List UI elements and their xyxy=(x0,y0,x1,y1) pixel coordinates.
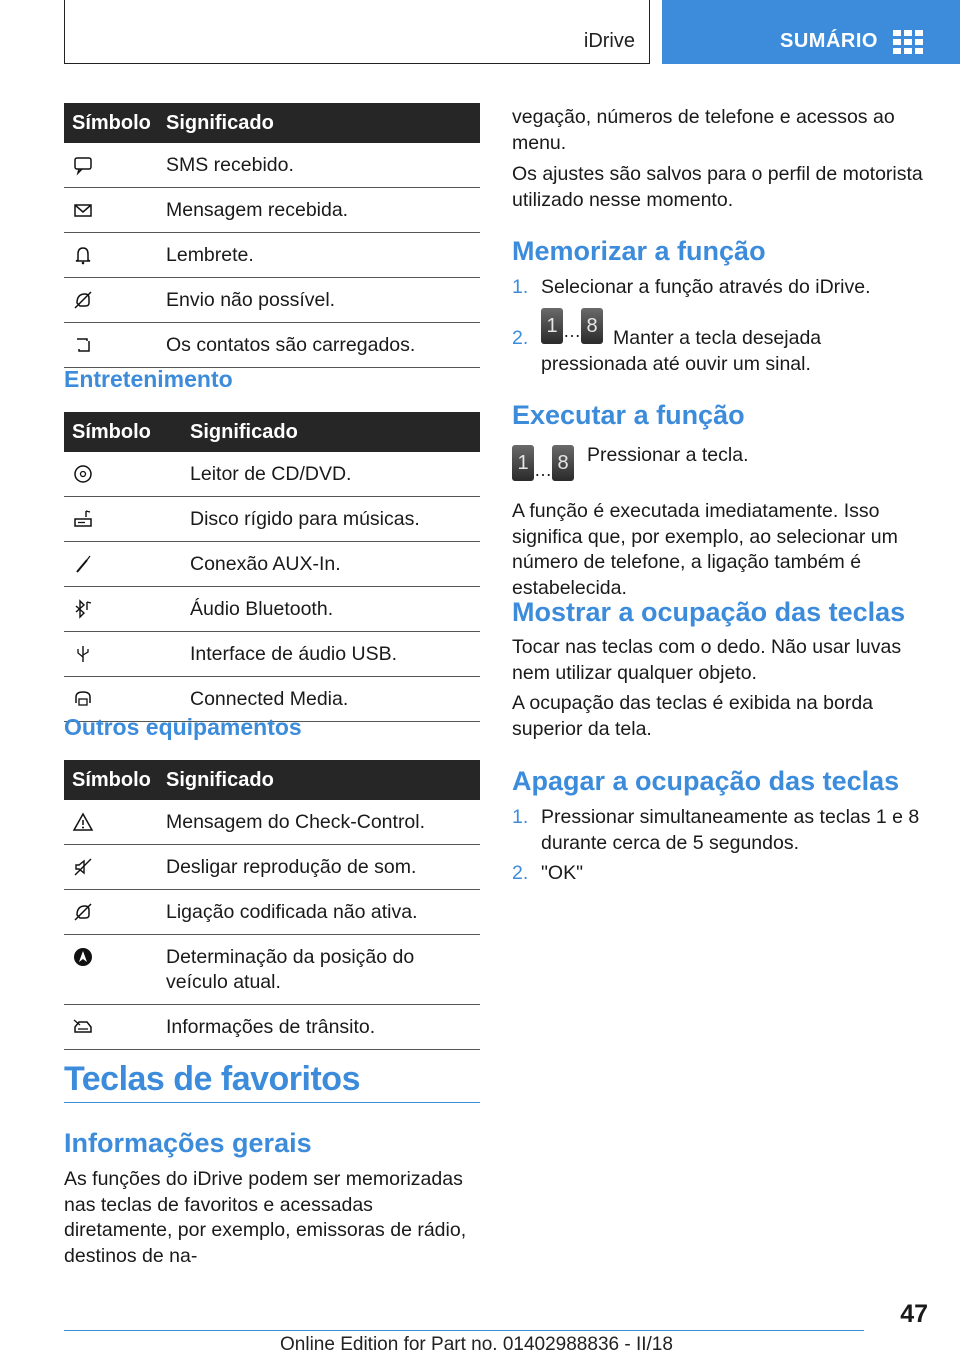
favorite-key-8-icon: 8 xyxy=(581,308,603,344)
traffic-icon xyxy=(72,1016,94,1038)
row-text: Ligação codificada não ativa. xyxy=(158,890,480,935)
heading-other-equipment: Outros equipamentos xyxy=(64,714,302,740)
list-item xyxy=(512,805,930,857)
connected-media-icon xyxy=(72,688,94,710)
symbols-table-other xyxy=(64,760,480,1050)
title-rule xyxy=(64,1102,480,1103)
heading-entertainment: Entretenimento xyxy=(64,366,233,392)
profile-text: Os ajustes são salvos para o perfil de motorista utilizado nesse momento. xyxy=(512,163,923,211)
aux-icon xyxy=(72,553,94,575)
heading-general-info: Informações gerais xyxy=(64,1128,312,1158)
key-range xyxy=(512,445,574,481)
contacts-icon xyxy=(72,334,94,356)
table-row xyxy=(64,800,480,845)
table-row xyxy=(64,452,480,497)
table-row xyxy=(64,188,480,233)
step-number: 1. xyxy=(512,276,529,298)
edition-text: Online Edition for Part no. 01402988836 - II/18 xyxy=(280,1334,673,1355)
symbols-table-entertainment xyxy=(64,412,480,722)
table-row xyxy=(64,935,480,1005)
general-info-text-cont: vegação, números de telefone e acessos ao menu. xyxy=(512,106,895,154)
usb-icon xyxy=(72,643,94,665)
symbols-table-communication xyxy=(64,103,480,368)
table-row xyxy=(64,845,480,890)
table-row xyxy=(64,497,480,542)
bell-icon xyxy=(72,244,94,266)
row-text: Mensagem recebida. xyxy=(158,188,480,233)
step-number: 2. xyxy=(512,327,529,349)
list-item xyxy=(512,308,930,376)
heading-show-key-assignment: Mostrar a ocupação das teclas xyxy=(512,597,906,627)
favorite-key-1-icon: 1 xyxy=(541,308,563,344)
show-text-2: A ocupação das teclas é exibida na borda superior da tela. xyxy=(512,692,874,740)
header-section-title: iDrive xyxy=(583,30,635,52)
row-text: Leitor de CD/DVD. xyxy=(182,452,480,497)
step-text: Pressionar simultaneamente as teclas 1 e 8 durante cerca de 5 segundos. xyxy=(541,806,920,854)
heading-execute-function: Executar a função xyxy=(512,400,745,430)
grid-menu-icon[interactable] xyxy=(893,30,923,54)
row-text: Determinação da posição do veículo atual. xyxy=(158,935,480,1005)
cd-icon xyxy=(72,463,94,485)
row-text: SMS recebido. xyxy=(158,143,480,188)
row-text: Interface de áudio USB. xyxy=(182,632,480,677)
step-number: 1. xyxy=(512,806,529,828)
unencrypted-icon xyxy=(72,901,94,923)
table-row xyxy=(64,542,480,587)
row-text: Disco rígido para músicas. xyxy=(182,497,480,542)
bluetooth-audio-icon xyxy=(72,598,94,620)
table-row xyxy=(64,143,480,188)
favorite-key-8-icon: 8 xyxy=(552,445,574,481)
table-row xyxy=(64,233,480,278)
row-text: Áudio Bluetooth. xyxy=(182,587,480,632)
col-meaning: Significado xyxy=(182,412,480,452)
position-icon xyxy=(72,946,94,968)
ellipsis: … xyxy=(563,320,581,341)
col-meaning: Significado xyxy=(158,760,480,800)
favorite-key-1-icon: 1 xyxy=(512,445,534,481)
row-text: Mensagem do Check-Control. xyxy=(158,800,480,845)
step-text: Manter a tecla desejada pressionada até ouvir um sinal. xyxy=(541,327,822,375)
table-row xyxy=(64,323,480,368)
table-row xyxy=(64,587,480,632)
no-send-icon xyxy=(72,289,94,311)
step-text: Selecionar a função através do iDrive. xyxy=(541,276,871,298)
summary-label: SUMÁRIO xyxy=(780,30,878,52)
step-text: "OK" xyxy=(541,862,584,884)
table-row xyxy=(64,278,480,323)
row-text: Envio não possível. xyxy=(158,278,480,323)
mute-icon xyxy=(72,856,94,878)
press-key-text: Pressionar a tecla. xyxy=(587,444,749,466)
footer-rule xyxy=(64,1330,864,1331)
step-number: 2. xyxy=(512,862,529,884)
col-symbol: Símbolo xyxy=(64,412,182,452)
row-text: Lembrete. xyxy=(158,233,480,278)
table-row xyxy=(64,890,480,935)
col-meaning: Significado xyxy=(158,103,480,143)
page-title-favorites: Teclas de favoritos xyxy=(64,1060,360,1098)
hard-disk-icon xyxy=(72,508,94,530)
page-number: 47 xyxy=(900,1300,928,1328)
execute-text: A função é executada imediatamente. Isso significa que, por exemplo, ao selecionar um número de telefone, a ligação também é estabelecida. xyxy=(512,500,898,599)
row-text: Conexão AUX-In. xyxy=(182,542,480,587)
warning-icon xyxy=(72,811,94,833)
col-symbol: Símbolo xyxy=(64,760,158,800)
table-row xyxy=(64,632,480,677)
heading-store-function: Memorizar a função xyxy=(512,236,766,266)
row-text: Connected Media. xyxy=(182,677,480,722)
heading-delete-key-assignment: Apagar a ocupação das teclas xyxy=(512,766,900,796)
row-text: Desligar reprodução de som. xyxy=(158,845,480,890)
envelope-icon xyxy=(72,199,94,221)
header-section-box xyxy=(64,0,650,64)
sms-icon xyxy=(72,154,94,176)
row-text: Informações de trânsito. xyxy=(158,1005,480,1050)
show-text-1: Tocar nas teclas com o dedo. Não usar luvas nem utilizar qualquer objeto. xyxy=(512,636,902,684)
general-info-text: As funções do iDrive podem ser memorizadas nas teclas de favoritos e acessadas diretamente, por exemplo, emissoras de rádio, destinos de na- xyxy=(64,1168,467,1267)
col-symbol: Símbolo xyxy=(64,103,158,143)
table-row xyxy=(64,1005,480,1050)
ellipsis: … xyxy=(534,460,552,480)
row-text: Os contatos são carregados. xyxy=(158,323,480,368)
